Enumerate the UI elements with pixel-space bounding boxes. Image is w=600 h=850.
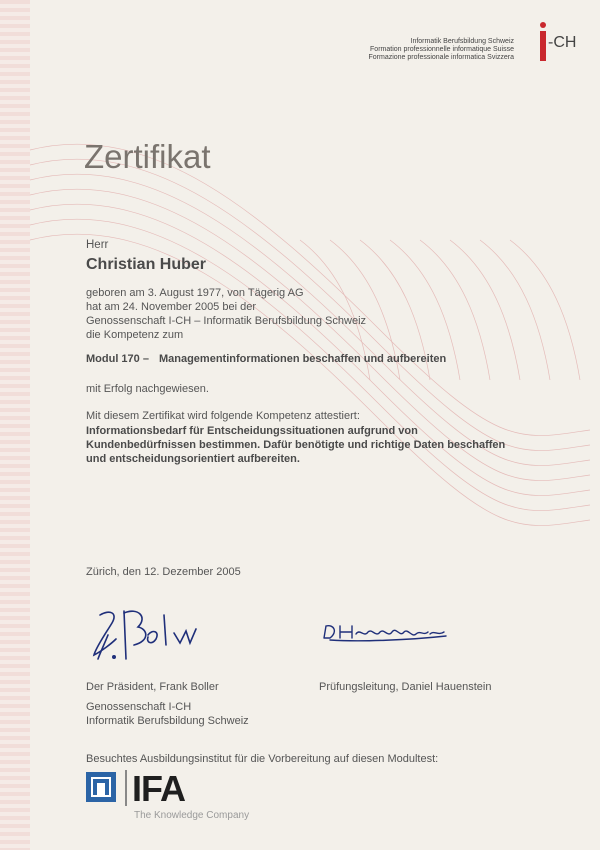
signature-daniel-hauenstein xyxy=(320,618,450,648)
success-text: mit Erfolg nachgewiesen. xyxy=(86,383,209,395)
certificate-title: Zertifikat xyxy=(84,138,211,175)
issuer-line-it: Formazione professionale informatica Svizzera xyxy=(368,54,514,61)
ich-logo-dot xyxy=(540,22,546,28)
institute-intro: Besuchtes Ausbildungsinstitut für die Vorbereitung auf diesen Modultest: xyxy=(86,753,439,765)
issuer-line-de: Informatik Berufsbildung Schweiz xyxy=(410,38,514,45)
ich-logo-text: -CH xyxy=(548,34,577,51)
intro-line: die Kompetenz zum xyxy=(86,329,184,341)
intro-line: geboren am 3. August 1977, von Tägerig AG xyxy=(86,287,304,299)
competence-line: und entscheidungsorientiert aufbereiten. xyxy=(86,453,300,465)
signature-frank-boller xyxy=(90,605,210,665)
module-number: Modul 170 – xyxy=(86,353,149,365)
intro-line: Genossenschaft I-CH – Informatik Berufsbildung Schweiz xyxy=(86,315,367,327)
signatory-right-title: Prüfungsleitung, Daniel Hauenstein xyxy=(319,681,492,693)
ich-logo xyxy=(538,22,588,66)
ifa-logo-tagline: The Knowledge Company xyxy=(134,810,250,821)
signatory-left-org: Genossenschaft I-CH xyxy=(86,701,192,713)
ifa-logo-separator xyxy=(125,770,127,806)
intro-line: hat am 24. November 2005 bei der xyxy=(86,301,256,313)
ich-logo-bar xyxy=(540,31,546,61)
issuer-header xyxy=(368,38,514,62)
issuer-line-fr: Formation professionnelle informatique Suisse xyxy=(370,46,514,53)
ifa-logo-name: IFA xyxy=(132,768,186,809)
attest-intro: Mit diesem Zertifikat wird folgende Kompetenz attestiert: xyxy=(86,410,360,422)
module-line xyxy=(86,353,456,365)
ifa-logo-mark xyxy=(86,772,116,802)
signatory-left xyxy=(86,680,249,728)
place-date: Zürich, den 12. Dezember 2005 xyxy=(86,566,241,578)
intro-paragraph xyxy=(86,286,366,342)
module-name: Managementinformationen beschaffen und aufbereiten xyxy=(158,353,447,365)
salutation: Herr xyxy=(86,239,109,251)
ifa-logo xyxy=(86,770,286,826)
signatory-left-org: Informatik Berufsbildung Schweiz xyxy=(86,715,249,727)
competence-line: Informationsbedarf für Entscheidungssituationen aufgrund von xyxy=(86,425,418,437)
signatory-left-title: Der Präsident, Frank Boller xyxy=(86,681,219,693)
ifa-logo-mark-icon xyxy=(86,772,116,802)
competence-line: Kundenbedürfnissen bestimmen. Dafür benötigte und richtige Daten beschaffen xyxy=(86,439,506,451)
recipient-name: Christian Huber xyxy=(86,256,207,273)
competence-description xyxy=(86,424,556,466)
